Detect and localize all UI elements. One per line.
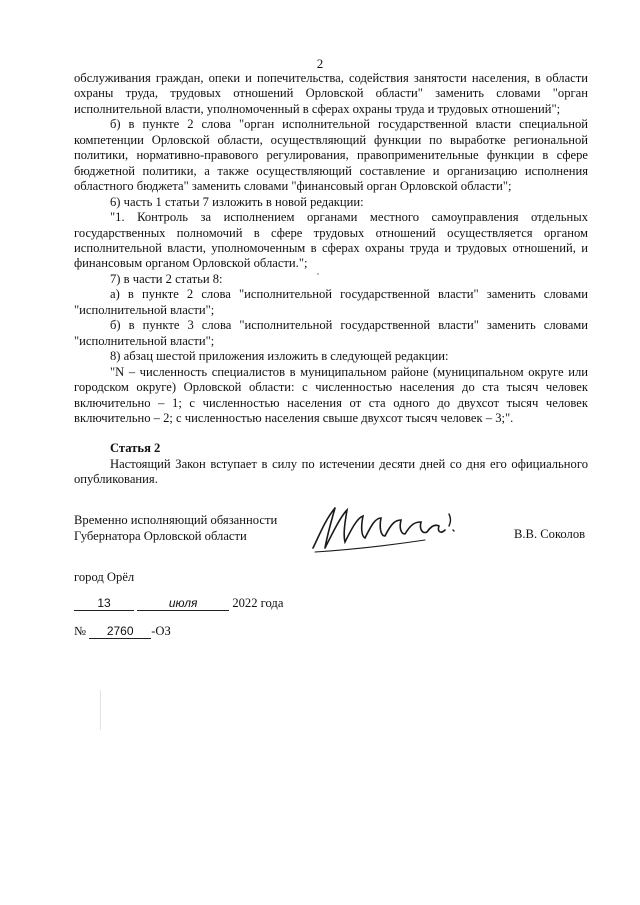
scan-line bbox=[100, 690, 101, 730]
article-2-text: Настоящий Закон вступает в силу по истечении десяти дней со дня его официального опубликования. bbox=[74, 456, 588, 487]
paragraph-item-b: б) в пункте 2 слова "орган исполнительной государственной власти специальной компетенции Орловской области, осуществляющий функции по выработке региональной политики, нормативно-правового регулирования, правоприменительные функции в сфере бюджетной политики, а также осуществляющий составление и организацию исполнения областного бюджета" заменить словами "финансовый орган Орловской области"; bbox=[74, 117, 588, 194]
date-year: 2022 года bbox=[232, 596, 284, 610]
signing-date bbox=[74, 596, 283, 611]
law-number-suffix: -ОЗ bbox=[151, 624, 171, 638]
law-number-prefix: № bbox=[74, 624, 87, 638]
paragraph-quote-n: "N – численность специалистов в муниципальном районе (муниципальном округе или городском округе) Орловской области: с численностью населения до ста тысяч человек включительно – 1; с численностью населения от ста одного до двухсот тысяч человек включительно – 2; с численностью населения свыше двухсот тысяч человек – 3;". bbox=[74, 364, 588, 425]
handwritten-signature bbox=[305, 496, 465, 558]
date-month: июля bbox=[137, 597, 229, 611]
page-number: 2 bbox=[316, 56, 324, 71]
signatory-name: В.В. Соколов bbox=[514, 527, 586, 541]
city: город Орёл bbox=[74, 570, 135, 584]
paragraph-item-7b: б) в пункте 3 слова "исполнительной государственной власти" заменить словами "исполнительной власти"; bbox=[74, 318, 588, 348]
date-day: 13 bbox=[74, 597, 134, 611]
paragraph-item-7: 7) в части 2 статьи 8: bbox=[110, 271, 223, 286]
law-number bbox=[74, 624, 171, 639]
paragraph-item-6: 6) часть 1 статьи 7 изложить в новой редакции: bbox=[110, 194, 364, 209]
article-2-heading: Статья 2 bbox=[110, 441, 161, 456]
paragraph-item-7a: а) в пункте 2 слова "исполнительной государственной власти" заменить словами "исполнительной власти"; bbox=[74, 287, 588, 317]
paragraph-quote-part1: "1. Контроль за исполнением органами местного самоуправления отдельных государственных полномочий в сфере трудовых отношений осуществляется органом исполнительной власти, уполномоченным в сферах охраны труда и трудовых отношений, и финансовым органом Орловской области."; bbox=[74, 210, 588, 271]
scan-speck bbox=[317, 273, 319, 275]
paragraph-item-8: 8) абзац шестой приложения изложить в следующей редакции: bbox=[110, 349, 449, 364]
paragraph-continuation: обслуживания граждан, опеки и попечительства, содействия занятости населения, в области охраны труда, трудовых отношений Орловской области" заменить словами "орган исполнительной власти, уполномоченный в сферах охраны труда и трудовых отношений"; bbox=[74, 71, 588, 116]
signatory-title-line1: Временно исполняющий обязанности bbox=[74, 513, 278, 527]
document-body bbox=[74, 71, 588, 488]
law-number-value: 2760 bbox=[89, 625, 151, 639]
signatory-title bbox=[74, 512, 277, 544]
signatory-title-line2: Губернатора Орловской области bbox=[74, 529, 247, 543]
